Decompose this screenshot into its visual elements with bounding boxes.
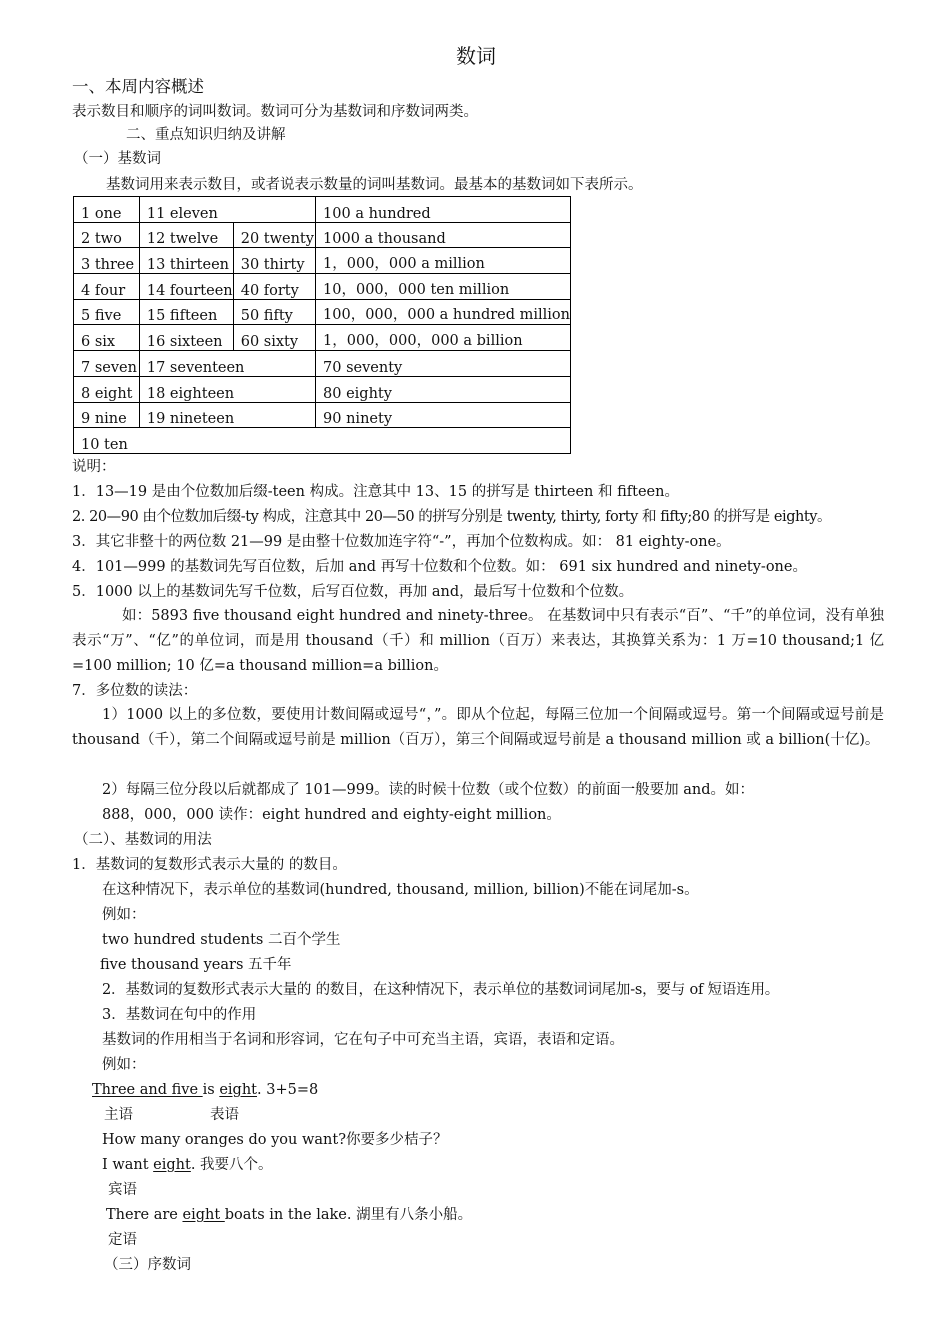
note-7: 7．多位数的读法： <box>72 683 198 699</box>
table-cell: 20 twenty <box>233 222 315 248</box>
sentence-3 <box>102 1157 273 1174</box>
table-cell: 6 six <box>74 325 140 351</box>
table-cell: 7 seven <box>74 351 140 377</box>
sub3-heading: （三）序数词 <box>104 1257 191 1273</box>
table-cell: 100，000，000 a hundred million <box>316 299 571 325</box>
table-row <box>74 351 571 377</box>
table-row <box>74 402 571 428</box>
sentence-text: I want <box>102 1157 154 1173</box>
table-cell: 14 fourteen <box>139 274 233 300</box>
note-3: 3．其它非整十的两位数 21—99 是由整十位数加连字符“-”，再加个位数构成。如： 81 eighty-one。 <box>72 534 731 550</box>
table-cell: 70 seventy <box>316 351 571 377</box>
role-object: 宾语 <box>108 1182 137 1198</box>
table-row <box>74 274 571 300</box>
note-2: 2. 20—90 由个位数加后缀-ty 构成，注意其中 20—50 的拼写分别是 twenty, thirty, forty 和 fifty;80 的拼写是 eighty。 <box>72 509 832 525</box>
table-cell: 3 three <box>74 248 140 274</box>
table-cell: 10，000，000 ten million <box>316 274 571 300</box>
predicative-word: eight <box>219 1082 258 1098</box>
table-row <box>74 197 571 223</box>
sentence-1 <box>92 1082 318 1099</box>
table-cell: 8 eight <box>74 376 140 402</box>
sub1-intro: 基数词用来表示数目，或者说表示数量的词叫基数词。最基本的基数词如下表所示。 <box>106 177 643 193</box>
example-label: 例如： <box>102 907 146 923</box>
object-word: eight <box>153 1157 191 1173</box>
table-cell: 17 seventeen <box>139 351 315 377</box>
table-row <box>74 376 571 402</box>
section1-text: 表示数目和顺序的词叫数词。数词可分为基数词和序数词两类。 <box>72 104 478 120</box>
role-subject: 主语 <box>104 1107 133 1123</box>
table-row <box>74 248 571 274</box>
table-cell: 1000 a thousand <box>316 222 571 248</box>
cardinal-number-table <box>73 196 571 454</box>
example-1: two hundred students 二百个学生 <box>102 932 341 948</box>
subject-phrase: Three and five <box>92 1082 203 1098</box>
table-cell: 15 fifteen <box>139 299 233 325</box>
table-cell: 1 one <box>74 197 140 223</box>
table-cell: 80 eighty <box>316 376 571 402</box>
example-2: five thousand years 五千年 <box>100 957 292 973</box>
table-cell: 1，000，000 a million <box>316 248 571 274</box>
table-cell: 9 nine <box>74 402 140 428</box>
table-cell: 13 thirteen <box>139 248 233 274</box>
table-row <box>74 428 571 454</box>
role-predicative: 表语 <box>210 1107 239 1123</box>
sentence-text: boats in the lake. 湖里有八条小船。 <box>224 1207 473 1223</box>
sub2-point-1-detail: 在这种情况下，表示单位的基数词(hundred, thousand, million, billion)不能在词尾加-s。 <box>102 882 699 898</box>
table-cell: 11 eleven <box>139 197 315 223</box>
sentence-text: . 3+5=8 <box>257 1082 319 1098</box>
sub2-point-2: 2．基数词的复数形式表示大量的 的数目，在这种情况下，表示单位的基数词词尾加-s，要与 of 短语连用。 <box>102 982 780 998</box>
sentence-text: . 我要八个。 <box>190 1157 273 1173</box>
table-cell: 100 a hundred <box>316 197 571 223</box>
note-5-paragraph: 如：5893 five thousand eight hundred and ninety-three。 在基数词中只有表示“百”、“千”的单位词，没有单独表示“万”、“亿”的单位词，而是用 thousand（千）和 million（百万）来表达，其换算关系为：1 万=10 thousand;1 亿=100 million; 10 亿=a thousand million=a billion。 <box>72 608 884 674</box>
table-cell: 60 sixty <box>233 325 315 351</box>
sentence-text: is <box>202 1082 220 1098</box>
notes-label: 说明： <box>72 459 116 475</box>
sentence-2: How many oranges do you want?你要多少桔子？ <box>102 1132 448 1148</box>
table-cell: 30 thirty <box>233 248 315 274</box>
table-row <box>74 299 571 325</box>
note-4: 4．101—999 的基数词先写百位数，后加 and 再写十位数和个位数。如： 691 six hundred and ninety-one。 <box>72 559 807 575</box>
table-cell: 5 five <box>74 299 140 325</box>
note-5: 5．1000 以上的基数词先写千位数，后写百位数，再加 and，最后写十位数和个位数。 <box>72 584 634 600</box>
attributive-word: eight <box>182 1207 225 1223</box>
table-cell: 12 twelve <box>139 222 233 248</box>
table-cell: 1，000，000，000 a billion <box>316 325 571 351</box>
section2-heading: 二、重点知识归纳及讲解 <box>126 127 286 143</box>
table-cell: 2 two <box>74 222 140 248</box>
sentence-4 <box>106 1207 472 1224</box>
table-cell: 16 sixteen <box>139 325 233 351</box>
page-title: 数词 <box>456 44 496 68</box>
table-cell: 18 eighteen <box>139 376 315 402</box>
table-cell: 90 ninety <box>316 402 571 428</box>
table-cell: 40 forty <box>233 274 315 300</box>
table-row <box>74 325 571 351</box>
section1-heading: 一、本周内容概述 <box>72 77 204 96</box>
sub2-point-3: 3．基数词在句中的作用 <box>102 1007 257 1023</box>
table-cell: 19 nineteen <box>139 402 315 428</box>
table-cell: 50 fifty <box>233 299 315 325</box>
sub2-point-1: 1．基数词的复数形式表示大量的 的数目。 <box>72 857 347 873</box>
note-7-example: 888，000，000 读作：eight hundred and eighty-eight million。 <box>102 807 561 823</box>
sentence-text: There are <box>106 1207 183 1223</box>
role-attributive: 定语 <box>108 1232 137 1248</box>
note-7-item-2: 2）每隔三位分段以后就都成了 101—999。读的时候十位数（或个位数）的前面一般要加 and。如： <box>102 782 755 798</box>
sub2-point-3-detail: 基数词的作用相当于名词和形容词，它在句子中可充当主语，宾语，表语和定语。 <box>102 1032 624 1048</box>
example-label-2: 例如： <box>102 1057 146 1073</box>
table-cell: 10 ten <box>74 428 571 454</box>
table-cell: 4 four <box>74 274 140 300</box>
sub1-heading: （一）基数词 <box>74 151 161 167</box>
sub2-heading: （二）、基数词的用法 <box>74 832 212 848</box>
table-row <box>74 222 571 248</box>
note-7-item-1: 1）1000 以上的多位数，要使用计数间隔或逗号“，”。即从个位起，每隔三位加一个间隔或逗号。第一个间隔或逗号前是 thousand（千），第二个间隔或逗号前是 million（百万），第三个间隔或逗号前是 a thousand million 或 a billion(十亿)。 <box>72 707 884 748</box>
note-1: 1．13—19 是由个位数加后缀-teen 构成。注意其中 13、15 的拼写是 thirteen 和 fifteen。 <box>72 484 679 500</box>
